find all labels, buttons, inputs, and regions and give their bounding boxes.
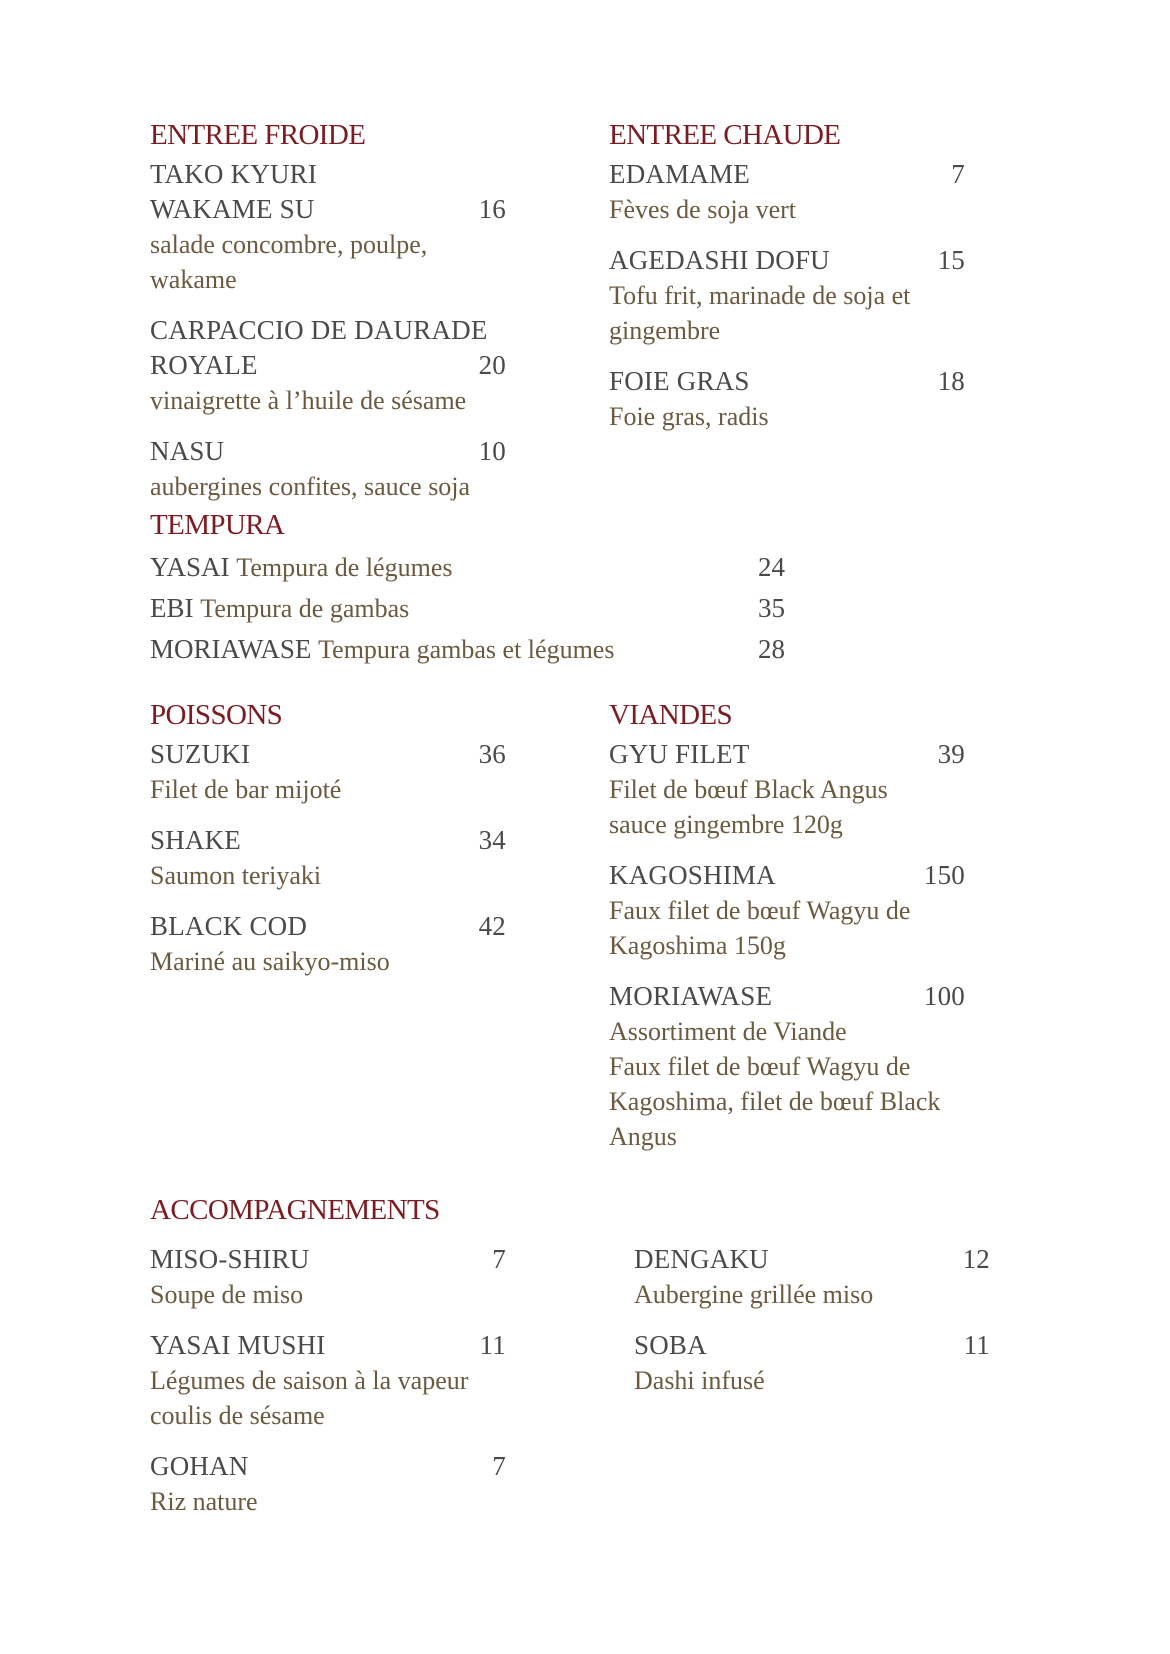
item-description: coulis de sésame: [150, 1401, 325, 1430]
item-price: 35: [758, 593, 785, 623]
item-price: 36: [478, 739, 506, 769]
accompagnements-right-column: [634, 1242, 990, 1414]
menu-item: [150, 1242, 506, 1312]
item-price: 18: [937, 366, 965, 396]
item-price: 100: [923, 981, 965, 1011]
menu-item: [150, 1328, 506, 1433]
item-description: Foie gras, radis: [609, 402, 769, 431]
item-name: GYU FILET: [609, 739, 750, 769]
item-description: Tempura gambas et légumes: [318, 635, 615, 664]
item-price: 28: [758, 634, 785, 664]
menu-item: [609, 364, 965, 434]
item-description: Fèves de soja vert: [609, 195, 797, 224]
menu-item: [634, 1242, 990, 1312]
item-description: aubergines confites, sauce soja: [150, 472, 471, 501]
menu-item: [150, 737, 506, 807]
item-description: sauce gingembre 120g: [609, 810, 843, 839]
item-price: 11: [963, 1330, 990, 1360]
item-name: FOIE GRAS: [609, 366, 750, 396]
section-heading: ENTREE FROIDE: [150, 119, 366, 151]
item-name: NASU: [150, 436, 225, 466]
item-name: YASAI: [150, 552, 230, 582]
item-price: 15: [937, 245, 965, 275]
menu-item: [150, 157, 506, 297]
section-heading: ACCOMPAGNEMENTS: [150, 1194, 440, 1226]
item-name: BLACK COD: [150, 911, 308, 941]
section-heading: TEMPURA: [150, 509, 285, 541]
item-description: Tempura de légumes: [236, 553, 453, 582]
section-accompagnements: [150, 1192, 650, 1232]
item-description: Angus: [609, 1122, 677, 1151]
menu-item: [609, 157, 965, 227]
menu-item: [150, 909, 506, 979]
item-price: 11: [479, 1330, 506, 1360]
menu-item: [609, 858, 965, 963]
section-entree-chaude: [609, 117, 965, 450]
item-name: EDAMAME: [609, 159, 750, 189]
item-name: DENGAKU: [634, 1244, 769, 1274]
item-price: 24: [758, 552, 785, 582]
item-name: TAKO KYURI: [150, 159, 318, 189]
menu-item: [150, 313, 506, 418]
item-description: Kagoshima 150g: [609, 931, 786, 960]
accompagnements-left-column: [150, 1242, 506, 1535]
item-price: 150: [923, 860, 965, 890]
menu-item: [609, 979, 965, 1154]
item-description: salade concombre, poulpe, wakame: [150, 230, 428, 294]
menu-item: [609, 243, 965, 348]
item-price: 7: [951, 159, 965, 189]
item-name: KAGOSHIMA: [609, 860, 776, 890]
item-price: 42: [478, 911, 506, 941]
item-name: MISO-SHIRU: [150, 1244, 310, 1274]
menu-item: [150, 434, 506, 504]
menu-item: [609, 737, 965, 842]
item-description: Filet de bœuf Black Angus: [609, 775, 888, 804]
item-description: vinaigrette à l’huile de sésame: [150, 386, 467, 415]
item-description: Riz nature: [150, 1487, 258, 1516]
item-name: MORIAWASE: [609, 981, 773, 1011]
item-description: Kagoshima, filet de bœuf Black: [609, 1087, 941, 1116]
item-description: Dashi infusé: [634, 1366, 765, 1395]
item-price: 12: [962, 1244, 990, 1274]
item-name: WAKAME SU: [150, 194, 315, 224]
item-price: 39: [937, 739, 965, 769]
item-name: SOBA: [634, 1330, 707, 1360]
menu-item: [634, 1328, 990, 1398]
item-name: CARPACCIO DE DAURADE: [150, 315, 488, 345]
item-description: Tofu frit, marinade de soja et: [609, 281, 911, 310]
item-description: gingembre: [609, 316, 721, 345]
menu-item: [150, 547, 850, 588]
section-heading: POISSONS: [150, 699, 283, 731]
item-name: YASAI MUSHI: [150, 1330, 326, 1360]
item-name: SUZUKI: [150, 739, 251, 769]
item-description: Filet de bar mijoté: [150, 775, 342, 804]
item-name: MORIAWASE: [150, 634, 312, 664]
item-description: Faux filet de bœuf Wagyu de: [609, 896, 911, 925]
menu-item: [150, 1449, 506, 1519]
item-price: 7: [492, 1244, 506, 1274]
item-price: 16: [478, 194, 506, 224]
section-heading: VIANDES: [609, 699, 733, 731]
item-description: Saumon teriyaki: [150, 861, 322, 890]
section-viandes: [609, 697, 965, 1170]
item-description: Légumes de saison à la vapeur: [150, 1366, 469, 1395]
section-entree-froide: [150, 117, 506, 520]
item-price: 34: [478, 825, 506, 855]
item-description: Aubergine grillée miso: [634, 1280, 874, 1309]
item-price: 7: [492, 1451, 506, 1481]
item-price: 20: [478, 350, 506, 380]
item-name: AGEDASHI DOFU: [609, 245, 830, 275]
menu-item: [150, 588, 850, 629]
section-tempura: [150, 507, 850, 670]
item-name: ROYALE: [150, 350, 258, 380]
section-poissons: [150, 697, 506, 995]
item-price: 10: [478, 436, 506, 466]
menu-item: [150, 823, 506, 893]
item-description: Mariné au saikyo-miso: [150, 947, 390, 976]
item-name: SHAKE: [150, 825, 242, 855]
section-heading: ENTREE CHAUDE: [609, 119, 841, 151]
item-description: Tempura de gambas: [200, 594, 410, 623]
item-description: Assortiment de Viande: [609, 1017, 847, 1046]
item-description: Faux filet de bœuf Wagyu de: [609, 1052, 911, 1081]
item-name: EBI: [150, 593, 194, 623]
item-description: Soupe de miso: [150, 1280, 304, 1309]
item-name: GOHAN: [150, 1451, 249, 1481]
menu-item: [150, 629, 850, 670]
